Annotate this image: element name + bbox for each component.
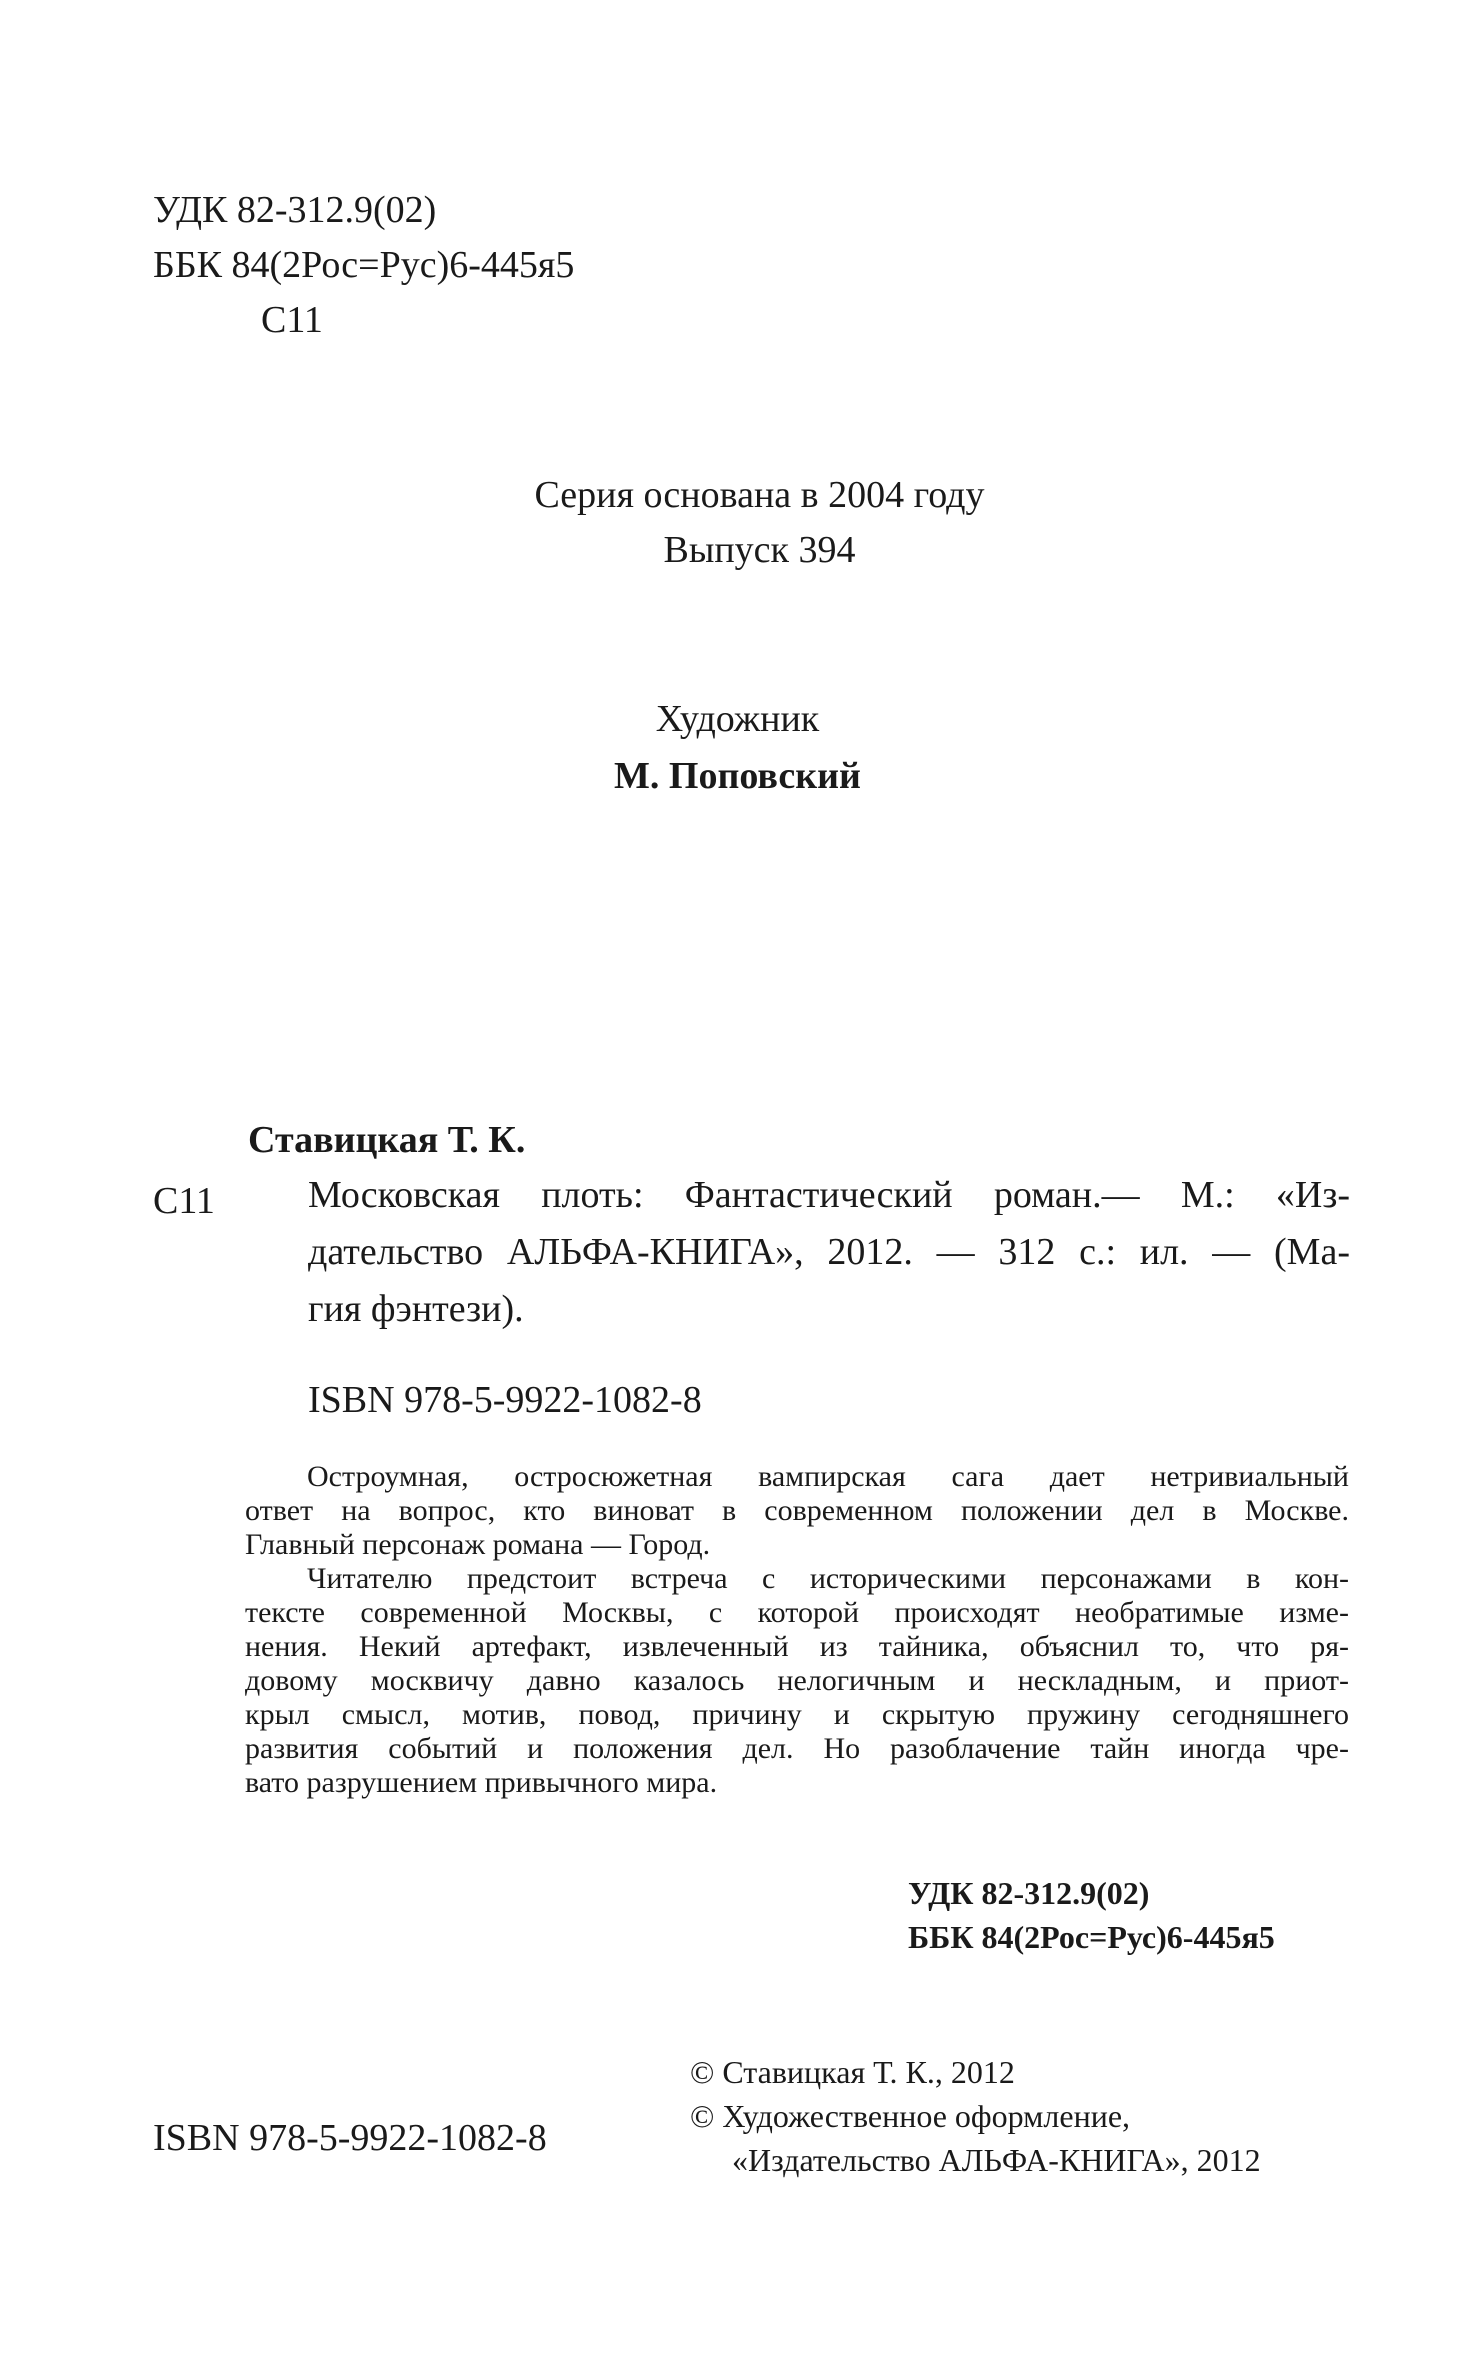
copyright-publisher: «Издательство АЛЬФА-КНИГА», 2012 [732,2142,1261,2178]
udk-code-bottom: УДК 82-312.9(02) [908,1875,1150,1911]
annotation-line: Главный персонаж романа — Город. [245,1528,711,1561]
udk-block-bottom [908,1875,1275,1963]
annotation-line: довому москвичу давно казалось нелогичным и нескладным, и приот- [245,1664,1349,1697]
copyright-author: © Ставицкая Т. К., 2012 [690,2054,1015,2090]
copyright-design: © Художественное оформление, [690,2098,1131,2134]
bib-line: гия фэнтези). [308,1288,524,1330]
annotation-line: развития событий и положения дел. Но разоблачение тайн иногда чре- [245,1732,1349,1765]
annotation-line: Остроумная, остросюжетная вампирская сага дает нетривиальный [307,1460,1349,1493]
udk-block-top [153,183,574,348]
artist-name: М. Поповский [614,755,861,797]
series-info [0,468,1475,578]
annotation-line: Читателю предстоит встреча с историческими персонажами в кон- [307,1562,1349,1595]
annotation [245,1460,1349,1800]
bib-author: Ставицкая Т. К. [248,1119,526,1161]
bib-isbn: ISBN 978-5-9922-1082-8 [308,1379,702,1421]
annotation-line: крыл смысл, мотив, повод, причину и скрытую пружину сегодняшнего [245,1698,1349,1731]
artist-credit [0,692,1475,806]
annotation-line: тексте современной Москвы, с которой происходят необратимые изме- [245,1596,1349,1629]
bbk-code: ББК 84(2Рос=Рус)6-445я5 [153,244,575,286]
series-issue: Выпуск 394 [663,529,856,571]
bibliographic-description [308,1167,1350,1338]
isbn-bottom: ISBN 978-5-9922-1082-8 [153,2117,547,2159]
bib-cutter-mark: С11 [153,1180,215,1222]
cutter-mark: С11 [261,299,323,341]
annotation-line: нения. Некий артефакт, извлеченный из тайника, объяснил то, что ря- [245,1630,1349,1663]
artist-role: Художник [655,698,820,740]
bbk-code-bottom: ББК 84(2Рос=Рус)6-445я5 [908,1919,1275,1955]
copyright-block [690,2050,1261,2182]
udk-code: УДК 82-312.9(02) [153,189,437,231]
bib-line: Московская плоть: Фантастический роман.— М.: «Из- [308,1174,1350,1216]
annotation-line: вато разрушением привычного мира. [245,1766,718,1799]
bib-line: дательство АЛЬФА-КНИГА», 2012. — 312 с.: ил. — (Ма- [308,1231,1350,1273]
annotation-line: ответ на вопрос, кто виноват в современном положении дел в Москве. [245,1494,1349,1527]
series-founded: Серия основана в 2004 году [534,474,985,516]
